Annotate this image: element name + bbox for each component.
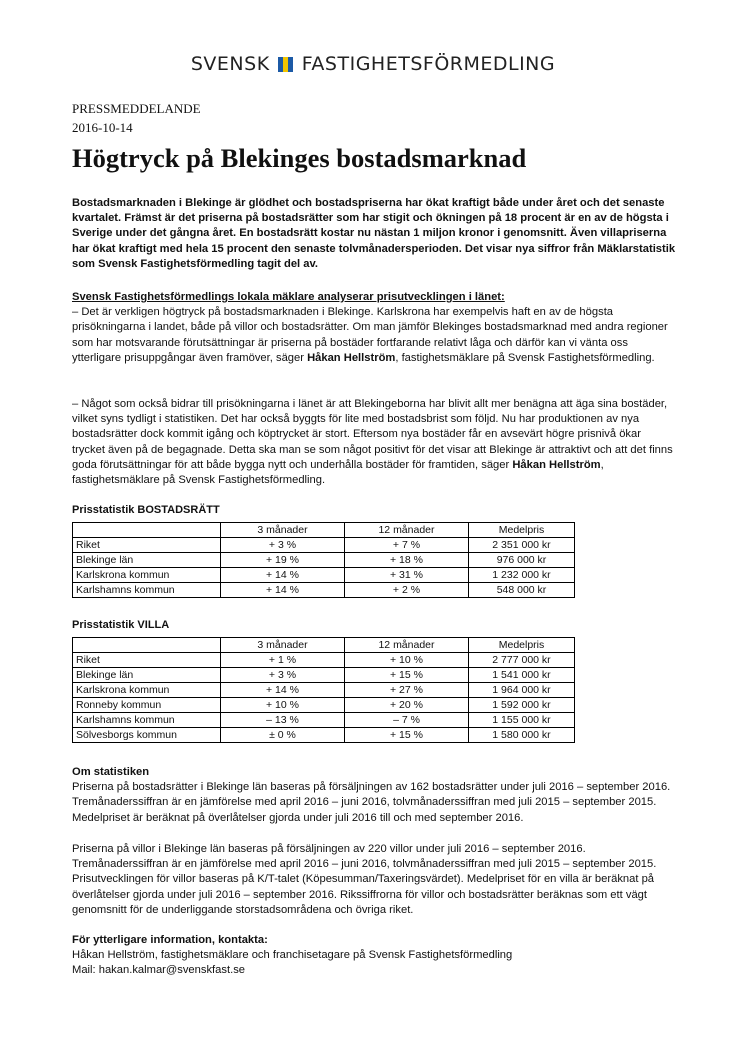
contact-heading: För ytterligare information, kontakta: (72, 934, 268, 946)
region-cell: Karlskrona kommun (73, 683, 221, 698)
document-date: 2016-10-14 (72, 120, 133, 135)
contact-section (72, 933, 676, 979)
table-row (73, 713, 575, 728)
page-title: Högtryck på Blekinges bostadsmarknad (72, 143, 527, 173)
brand-logo (0, 53, 746, 77)
value-cell: + 10 % (345, 653, 469, 668)
value-cell: + 3 % (221, 668, 345, 683)
value-cell: + 15 % (345, 668, 469, 683)
table1-title: Prisstatistik BOSTADSRÄTT (72, 504, 220, 516)
value-cell: – 13 % (221, 713, 345, 728)
value-cell: 548 000 kr (469, 583, 575, 598)
value-cell: 1 964 000 kr (469, 683, 575, 698)
value-cell: + 1 % (221, 653, 345, 668)
value-cell: + 14 % (221, 683, 345, 698)
value-cell: + 20 % (345, 698, 469, 713)
table-row (73, 653, 575, 668)
value-cell: 1 592 000 kr (469, 698, 575, 713)
value-cell: + 14 % (221, 568, 345, 583)
column-header (73, 638, 221, 653)
stats-paragraph-1: Priserna på bostadsrätter i Blekinge län baseras på försäljningen av 162 bostadsrätter under juli 2016 – september 2016. Tremånaderssiffran är en jämförelse med april 2016 – juni 2016, tolvmånaderssiffran med juli 2015 – september 2015. Medelpriset är beräknat på överlåtelser gjorda under juli 2016 till och med september 2016. (72, 781, 671, 824)
brand-right: FASTIGHETSFÖRMEDLING (301, 53, 556, 75)
column-header: Medelpris (469, 523, 575, 538)
table-header-row (73, 638, 575, 653)
quote-2-name: Håkan Hellström (512, 458, 601, 471)
region-cell: Blekinge län (73, 668, 221, 683)
region-cell: Sölvesborgs kommun (73, 728, 221, 743)
analysis-section (72, 290, 676, 366)
value-cell: + 18 % (345, 553, 469, 568)
contact-person: Håkan Hellström, fastighetsmäklare och franchisetagare på Svensk Fastighetsförmedling (72, 949, 513, 962)
stats-paragraph-2: Priserna på villor i Blekinge län baseras på försäljningen av 220 villor under juli 2016 – september 2016. Tremånaderssiffran är en jämförelse med april 2016 – juni 2016, tolvmånaderssiffran med juli 2015 – september 2015. Prisutvecklingen för villor baseras på K/T-talet (Köpesumman/Taxeringsvärdet). Medelpriset för en villa är beräknat på överlåtelser gjorda under juli 2016 – september 2016. Rikssiffrorna för villor och bostadsrätter beräknas som ett vägt genomsnitt för de underliggande storstadsområdena och övriga riket. (72, 843, 657, 916)
table-header-row (73, 523, 575, 538)
value-cell: 1 155 000 kr (469, 713, 575, 728)
document-type: PRESSMEDDELANDE (72, 101, 201, 116)
table-row (73, 583, 575, 598)
value-cell: 976 000 kr (469, 553, 575, 568)
lead-paragraph: Bostadsmarknaden i Blekinge är glödhet och bostadspriserna har ökat kraftigt både under året och det senaste kvartalet. Främst är det priserna på bostadsrätter som har stigit och ökningen på 18 procent är en av de högsta i Sverige under det gångna året. En bostadsrätt kostar nu nästan 1 miljon kronor i genomsnitt. Även villapriserna har ökat kraftigt med hela 15 procent den senaste tolvmånadersperioden. Det visar nya siffror från Mäklarstatistik som Svensk Fastighetsförmedling tagit del av. (72, 197, 676, 270)
section-heading: Svensk Fastighetsförmedlings lokala mäklare analyserar prisutvecklingen i länet: (72, 291, 505, 303)
region-cell: Karlskrona kommun (73, 568, 221, 583)
price-table-bostadsratt (72, 522, 575, 598)
value-cell: + 14 % (221, 583, 345, 598)
value-cell: – 7 % (345, 713, 469, 728)
stats-heading: Om statistiken (72, 766, 150, 778)
value-cell: + 3 % (221, 538, 345, 553)
column-header: 3 månader (221, 523, 345, 538)
stats-section (72, 765, 676, 826)
value-cell: + 10 % (221, 698, 345, 713)
value-cell: 2 351 000 kr (469, 538, 575, 553)
contact-email[interactable]: Mail: hakan.kalmar@svenskfast.se (72, 964, 246, 977)
table-row (73, 668, 575, 683)
region-cell: Blekinge län (73, 553, 221, 568)
column-header: 3 månader (221, 638, 345, 653)
value-cell: 2 777 000 kr (469, 653, 575, 668)
table-row (73, 728, 575, 743)
value-cell: 1 580 000 kr (469, 728, 575, 743)
quote-1: – Det är verkligen högtryck på bostadsmarknaden i Blekinge. Karlskrona har exempelvis haft en av de högsta prisökningarna i landet, både på villor och bostadsrätter. Om man jämför Blekinges bostadsmarknad med andra regioner som har motsvarande förutsättningar är priserna på bostäder fortfarande relativt låga och därför kan vi vänta oss ytterligare prisuppgångar även framöver, säger Håkan Hellström, fastighetsmäklare på Svensk Fastighetsförmedling. (72, 306, 668, 364)
value-cell: 1 541 000 kr (469, 668, 575, 683)
quote-1-name: Håkan Hellström (307, 351, 396, 364)
column-header (73, 523, 221, 538)
value-cell: + 31 % (345, 568, 469, 583)
table-row (73, 568, 575, 583)
table-row (73, 698, 575, 713)
region-cell: Karlshamns kommun (73, 583, 221, 598)
table2-title: Prisstatistik VILLA (72, 619, 170, 631)
region-cell: Karlshamns kommun (73, 713, 221, 728)
column-header: Medelpris (469, 638, 575, 653)
quote-2: – Något som också bidrar till prisökningarna i länet är att Blekingeborna har blivit allt mer benägna att äga sina bostäder, vilket syns tydligt i statistiken. Det har också byggts för lite med bostadsbrist som följd. Nu har produktionen av nya bostadsrätter dock kommit igång och köptrycket är stort. Eftersom nya bostäder får en avsevärt högre prisnivå ökar trycket även på de begagnade. Detta ska man se som något positivt för det visar att Blekinge är attraktivt och att det finns goda förutsättningar för att både bygga nytt och underhålla bostäder för framtiden, säger Håkan Hellström, fastighetsmäklare på Svensk Fastighetsförmedling. (72, 398, 673, 487)
brand-left: SVENSK (190, 53, 270, 75)
table-row (73, 553, 575, 568)
region-cell: Riket (73, 653, 221, 668)
value-cell: + 19 % (221, 553, 345, 568)
table-row (73, 683, 575, 698)
region-cell: Ronneby kommun (73, 698, 221, 713)
price-table-villa (72, 637, 575, 743)
value-cell: + 2 % (345, 583, 469, 598)
column-header: 12 månader (345, 638, 469, 653)
swedish-flag-icon (278, 55, 293, 77)
value-cell: 1 232 000 kr (469, 568, 575, 583)
table-row (73, 538, 575, 553)
value-cell: + 15 % (345, 728, 469, 743)
value-cell: ± 0 % (221, 728, 345, 743)
column-header: 12 månader (345, 523, 469, 538)
value-cell: + 7 % (345, 538, 469, 553)
value-cell: + 27 % (345, 683, 469, 698)
document-meta (72, 99, 201, 137)
region-cell: Riket (73, 538, 221, 553)
